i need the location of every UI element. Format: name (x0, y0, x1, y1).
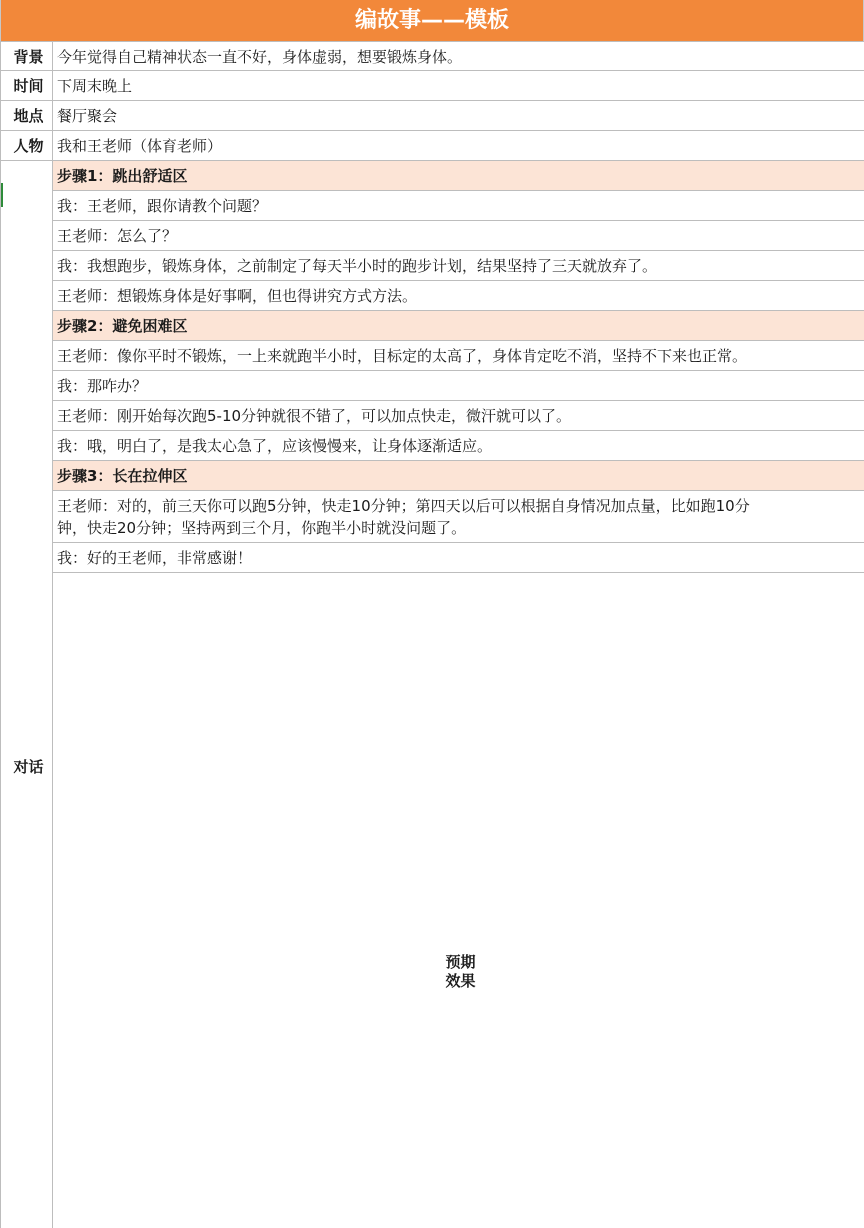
label-dialogue-text: 对话 (13, 758, 43, 776)
label-effect (53, 573, 864, 1228)
step1-title: 步骤1：跳出舒适区 (53, 161, 864, 191)
row-step2 (1, 311, 864, 341)
row-place (1, 101, 864, 131)
dialogue-line-part: 王老师：对的，前三天你可以跑5分钟，快走10分钟；第四天以后可以根据自身情况加点量，比如跑10分 (57, 495, 864, 517)
label-place: 地点 (1, 101, 53, 131)
dialogue-line: 我：那咋办？ (53, 371, 864, 401)
value-time: 下周末晚上 (53, 71, 864, 101)
row-step3 (1, 461, 864, 491)
dialogue-line-multiline (53, 491, 864, 543)
dialogue-line: 我：我想跑步，锻炼身体，之前制定了每天半小时的跑步计划，结果坚持了三天就放弃了。 (53, 251, 864, 281)
row-background (1, 42, 864, 71)
row-effect (1, 573, 864, 1228)
label-background: 背景 (1, 42, 53, 71)
dialogue-line: 我：好的王老师，非常感谢！ (53, 543, 864, 573)
story-template-table (0, 41, 864, 1228)
row-step1 (1, 161, 864, 191)
value-place: 餐厅聚会 (53, 101, 864, 131)
value-people: 我和王老师（体育老师） (53, 131, 864, 161)
row-people (1, 131, 864, 161)
row-marker (1, 183, 4, 207)
row-time (1, 71, 864, 101)
dialogue-line-part: 钟，快走20分钟；坚持两到三个月，你跑半小时就没问题了。 (57, 517, 864, 539)
step2-title: 步骤2：避免困难区 (53, 311, 864, 341)
template-title: 编故事——模板 (0, 0, 864, 41)
label-effect-line: 预期 (57, 953, 864, 972)
label-time: 时间 (1, 71, 53, 101)
dialogue-line: 王老师：像你平时不锻炼，一上来就跑半小时，目标定的太高了，身体肯定吃不消，坚持不下来也正常。 (53, 341, 864, 371)
dialogue-line: 王老师：想锻炼身体是好事啊，但也得讲究方式方法。 (53, 281, 864, 311)
label-dialogue (1, 161, 53, 1228)
label-people: 人物 (1, 131, 53, 161)
value-background: 今年觉得自己精神状态一直不好，身体虚弱，想要锻炼身体。 (53, 42, 864, 71)
dialogue-line: 王老师：刚开始每次跑5-10分钟就很不错了，可以加点快走，微汗就可以了。 (53, 401, 864, 431)
dialogue-line: 我：王老师，跟你请教个问题？ (53, 191, 864, 221)
dialogue-line: 我：哦，明白了，是我太心急了，应该慢慢来，让身体逐渐适应。 (53, 431, 864, 461)
dialogue-line: 王老师：怎么了？ (53, 221, 864, 251)
step3-title: 步骤3：长在拉伸区 (53, 461, 864, 491)
label-effect-line: 效果 (57, 972, 864, 991)
